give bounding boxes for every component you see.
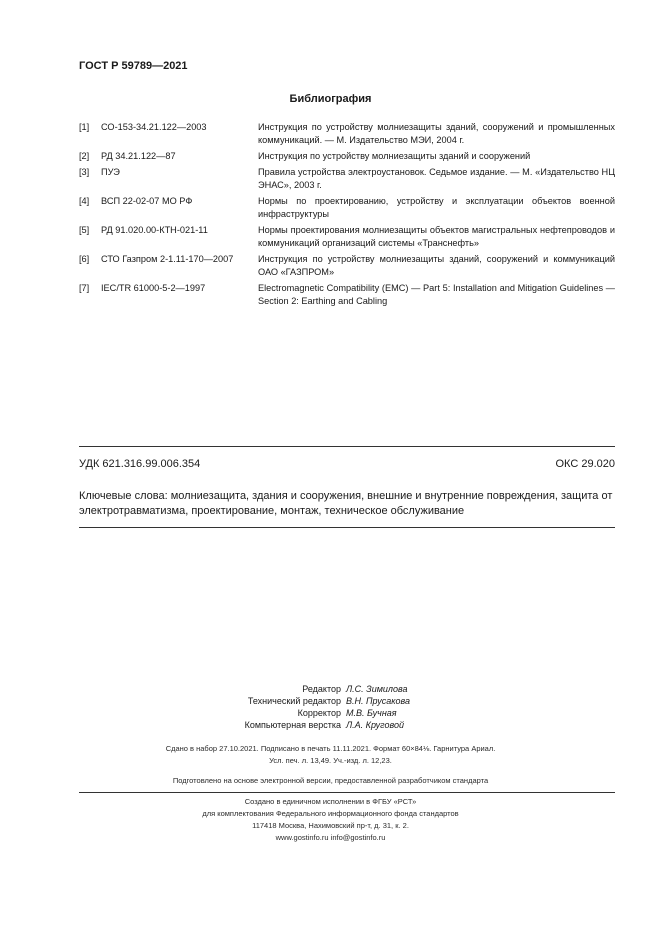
item-description: Правила устройства электроустановок. Седьмое издание. — М. «Издательство НЦ ЭНАС», 2003 г. bbox=[258, 167, 615, 190]
publisher-contacts: www.gostinfo.ru info@gostinfo.ru bbox=[275, 833, 386, 842]
item-number: [7] bbox=[79, 283, 90, 293]
credit-name: Л.С. Зимилова bbox=[346, 684, 408, 694]
bibliography-title: Библиография bbox=[289, 93, 372, 105]
item-description: Electromagnetic Compatibility (EMC) — Part 5: Installation and Mitigation Guidelines — Section 2: Earthing and Cabling bbox=[258, 283, 615, 306]
item-description: Инструкция по устройству молниезащиты зданий и сооружений bbox=[258, 151, 531, 161]
bibliography-item bbox=[79, 195, 615, 221]
item-number: [6] bbox=[79, 254, 90, 264]
item-code: ВСП 22-02-07 МО РФ bbox=[101, 196, 193, 206]
publisher-line: Создано в единичном исполнении в ФГБУ «РСТ» bbox=[244, 797, 417, 806]
divider-top bbox=[79, 446, 615, 447]
item-description: Нормы по проектированию, устройству и эксплуатации объектов военной инфраструктуры bbox=[258, 196, 615, 219]
credit-role: Компьютерная верстка bbox=[244, 720, 341, 730]
item-code: СО-153-34.21.122—2003 bbox=[101, 122, 207, 132]
item-code: ПУЭ bbox=[101, 167, 120, 177]
credit-line bbox=[0, 683, 661, 695]
item-code: РД 91.020.00-КТН-021-11 bbox=[101, 225, 208, 235]
item-description: Инструкция по устройству молниезащиты зданий, сооружений и коммуникаций ОАО «ГАЗПРОМ» bbox=[258, 254, 615, 277]
document-header: ГОСТ Р 59789—2021 bbox=[79, 60, 188, 72]
udk-code: УДК 621.316.99.006.354 bbox=[79, 458, 201, 470]
item-number: [1] bbox=[79, 122, 90, 132]
bibliography-item bbox=[79, 166, 615, 192]
print-info-line: Сдано в набор 27.10.2021. Подписано в печать 11.11.2021. Формат 60×84⅛. Гарнитура Ариал. bbox=[165, 744, 496, 753]
publisher-line: для комплектования Федерального информационного фонда стандартов bbox=[202, 809, 459, 818]
keywords-text: Ключевые слова: молниезащита, здания и сооружения, внешние и внутренние повреждения, защита от электротравматизма, проектирование, монтаж, техническое обслуживание bbox=[79, 490, 613, 517]
publisher-address: 117418 Москва, Нахимовский пр-т, д. 31, к. 2. bbox=[252, 821, 409, 830]
item-code: IEC/TR 61000-5-2—1997 bbox=[101, 283, 206, 293]
credit-role: Технический редактор bbox=[247, 696, 341, 706]
divider-publisher bbox=[79, 792, 615, 793]
item-code: СТО Газпром 2-1.11-170—2007 bbox=[101, 254, 234, 264]
credit-name: Л.А. Круговой bbox=[346, 720, 405, 730]
bibliography-item bbox=[79, 150, 615, 163]
bibliography-item bbox=[79, 282, 615, 308]
oks-code: ОКС 29.020 bbox=[555, 458, 615, 470]
item-description: Нормы проектирования молниезащиты объектов магистральных нефтепроводов и коммуникаций организаций системы «Транснефть» bbox=[258, 225, 615, 248]
item-number: [3] bbox=[79, 167, 90, 177]
credit-line bbox=[0, 719, 661, 731]
item-code: РД 34.21.122—87 bbox=[101, 151, 176, 161]
bibliography-item bbox=[79, 224, 615, 250]
credit-line bbox=[0, 695, 661, 707]
item-number: [2] bbox=[79, 151, 90, 161]
print-info-line: Усл. печ. л. 13,49. Уч.-изд. л. 12,23. bbox=[269, 756, 392, 765]
bibliography-list bbox=[79, 121, 615, 311]
credit-role: Корректор bbox=[297, 708, 341, 718]
item-number: [5] bbox=[79, 225, 90, 235]
item-number: [4] bbox=[79, 196, 90, 206]
divider-keywords bbox=[79, 527, 615, 528]
bibliography-item bbox=[79, 253, 615, 279]
credit-name: М.В. Бучная bbox=[346, 708, 397, 718]
source-note: Подготовлено на основе электронной версии, предоставленной разработчиком стандарта bbox=[172, 776, 489, 785]
item-description: Инструкция по устройству молниезащиты зданий, сооружений и промышленных коммуникаций. — М. Издательство МЭИ, 2004 г. bbox=[258, 122, 615, 145]
credit-name: В.Н. Прусакова bbox=[346, 696, 410, 706]
credits-block bbox=[0, 683, 661, 731]
bibliography-item bbox=[79, 121, 615, 147]
credit-line bbox=[0, 707, 661, 719]
credit-role: Редактор bbox=[302, 684, 341, 694]
